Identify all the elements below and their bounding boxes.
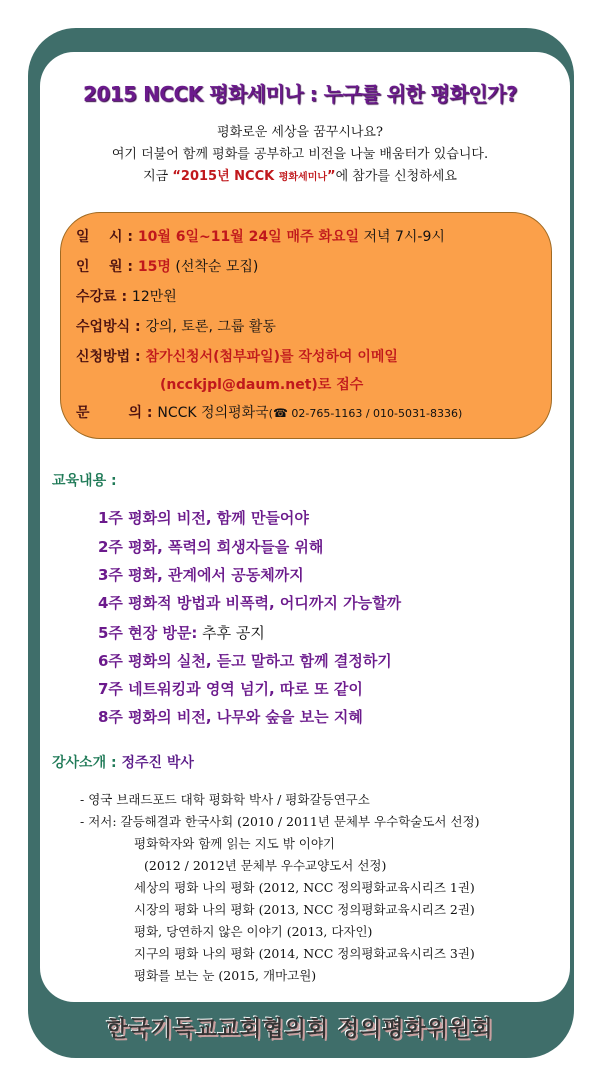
intro-line-1: 평화로운 세상을 꿈꾸시나요? bbox=[217, 125, 383, 140]
info-date bbox=[76, 226, 445, 246]
date-label: 일 시 : bbox=[76, 229, 138, 245]
info-apply bbox=[76, 346, 398, 366]
intro-line-3-pre: 지금 bbox=[143, 169, 173, 184]
apply-label: 신청방법 : bbox=[76, 349, 146, 365]
apply-value: 참가신청서(첨부파일)를 작성하여 이메일 bbox=[145, 349, 398, 365]
instructor-heading-label: 강사소개 : bbox=[52, 755, 117, 771]
instructor-name: 정주진 박사 bbox=[121, 755, 194, 771]
bio-line-1: - 영국 브래드포드 대학 평화학 박사 / 평화갈등연구소 bbox=[80, 792, 370, 807]
people-note: (선착순 모집) bbox=[170, 259, 259, 275]
intro-line-3-post: 에 참가를 신청하세요 bbox=[335, 169, 457, 184]
bio-line-3: 평화학자와 함께 읽는 지도 밖 이야기 bbox=[134, 836, 335, 851]
info-fee bbox=[76, 286, 177, 306]
fee-value: 12만원 bbox=[131, 289, 177, 305]
curriculum-heading: 교육내용 : bbox=[52, 473, 117, 489]
contact-org: NCCK 정의평화국 bbox=[157, 405, 269, 421]
method-value: 강의, 토론, 그룹 활동 bbox=[145, 319, 276, 335]
bio-line-8: 지구의 평화 나의 평화 (2014, NCC 정의평화교육시리즈 3권) bbox=[134, 946, 475, 961]
method-label: 수업방식 : bbox=[76, 319, 146, 335]
contact-label: 문 의 : bbox=[76, 405, 158, 421]
poster-title: 2015 NCCK 평화세미나 : 누구를 위한 평화인가? bbox=[82, 82, 518, 106]
people-label: 인 원 : bbox=[76, 259, 138, 275]
week-4: 4주 평화적 방법과 비폭력, 어디까지 가능할까 bbox=[98, 594, 402, 612]
week-6: 6주 평화의 실천, 듣고 말하고 함께 결정하기 bbox=[98, 652, 392, 670]
seminar-highlight bbox=[172, 169, 335, 184]
apply-tail: 로 접수 bbox=[317, 377, 364, 393]
bio-line-4: (2012 / 2012년 문체부 우수교양도서 선정) bbox=[144, 858, 387, 873]
week-1: 1주 평화의 비전, 함께 만들어야 bbox=[98, 509, 309, 527]
seminar-highlight-b: 평화세미나 bbox=[278, 172, 328, 183]
seminar-highlight-c: ” bbox=[327, 169, 336, 184]
bio-line-5: 세상의 평화 나의 평화 (2012, NCC 정의평화교육시리즈 1권) bbox=[134, 880, 475, 895]
info-apply-email-row bbox=[160, 374, 363, 394]
week-2: 2주 평화, 폭력의 희생자들을 위해 bbox=[98, 538, 324, 556]
intro-line-3 bbox=[50, 166, 550, 189]
bio-line-7: 평화, 당연하지 않은 이야기 (2013, 다자인) bbox=[134, 924, 373, 939]
date-value: 10월 6일~11월 24일 매주 화요일 bbox=[137, 229, 360, 245]
phone-icon: ☎ bbox=[272, 406, 288, 420]
contact-phone: 02-765-1163 / 010-5031-8336) bbox=[287, 407, 463, 420]
contact-phone-wrap: (☎ 02-765-1163 / 010-5031-8336) bbox=[268, 406, 463, 420]
bio-line-2: - 저서: 갈등해결과 한국사회 (2010 / 2011년 문체부 우수학술도서 선정) bbox=[80, 814, 480, 829]
bio-line-6: 시장의 평화 나의 평화 (2013, NCC 정의평화교육시리즈 2권) bbox=[134, 902, 475, 917]
week-5 bbox=[98, 622, 265, 643]
info-contact bbox=[76, 402, 462, 422]
week-8: 8주 평화의 비전, 나무와 숲을 보는 지혜 bbox=[98, 708, 363, 726]
instructor-heading bbox=[52, 752, 194, 772]
info-method bbox=[76, 316, 276, 336]
info-people bbox=[76, 256, 258, 276]
week-5-note: 추후 공지 bbox=[197, 624, 265, 642]
week-7: 7주 네트워킹과 영역 넘기, 따로 또 같이 bbox=[98, 680, 363, 698]
date-time: 저녁 7시-9시 bbox=[359, 229, 445, 245]
intro-line-2: 여기 더불어 함께 평화를 공부하고 비전을 나눌 배움터가 있습니다. bbox=[111, 147, 489, 162]
footer-organization: 한국기독교교회협의회 정의평화위원회 bbox=[106, 1017, 494, 1042]
bio-line-9: 평화를 보는 눈 (2015, 개마고원) bbox=[134, 968, 317, 983]
intro-text bbox=[50, 122, 550, 189]
week-5-label: 5주 현장 방문: bbox=[98, 624, 198, 642]
fee-label: 수강료 : bbox=[76, 289, 132, 305]
apply-email[interactable]: (ncckjpl@daum.net) bbox=[160, 377, 318, 393]
week-3: 3주 평화, 관계에서 공동체까지 bbox=[98, 566, 304, 584]
seminar-highlight-a: “2015년 NCCK bbox=[172, 169, 279, 184]
people-value: 15명 bbox=[137, 259, 171, 275]
